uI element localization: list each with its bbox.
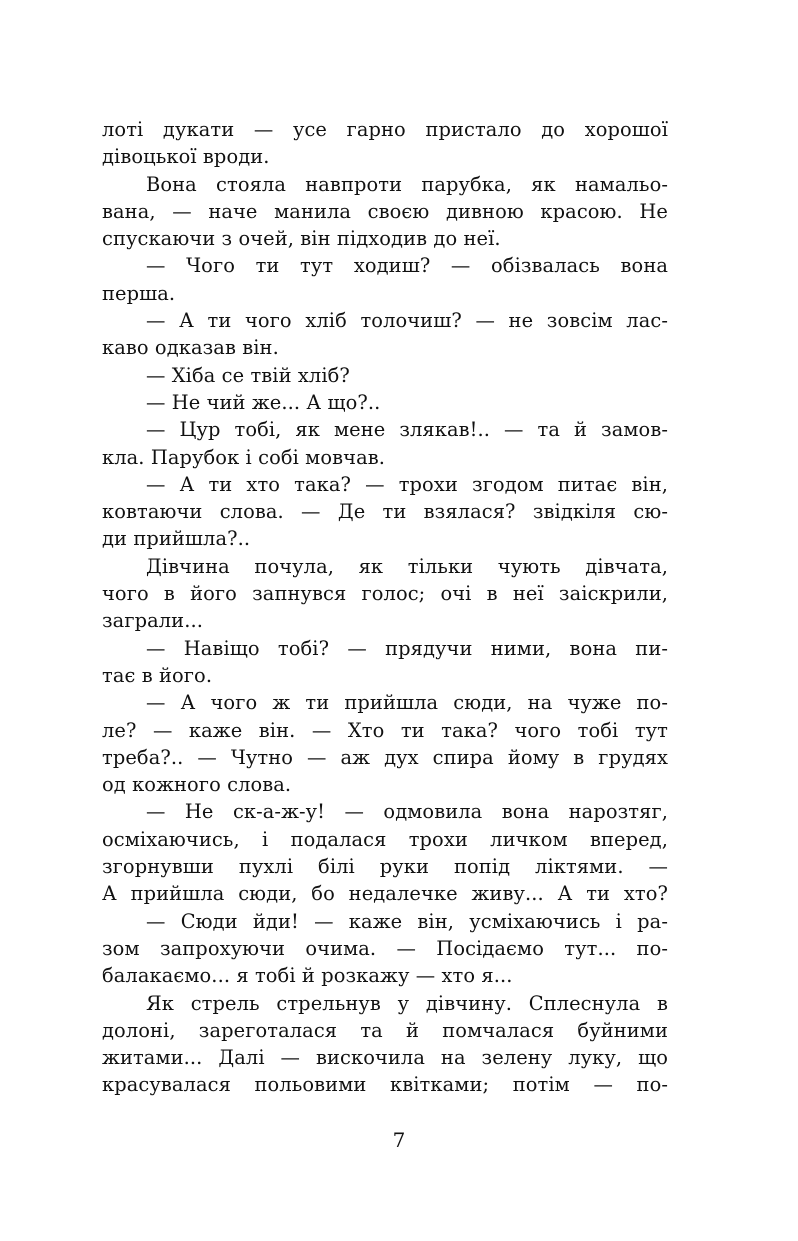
text-line: А прийшла сюди, бо недалечке живу... А ти хто? (102, 882, 668, 906)
text-line: кла. Парубок і собі мовчав. (102, 445, 386, 469)
text-line: ковтаючи слова. — Де ти взялася? звідкіля сю- (102, 500, 668, 524)
text-line: лоті дукати — усе гарно пристало до хорошої (102, 118, 668, 141)
text-line: — Хіба се твій хліб? (146, 363, 350, 387)
text-line: заграли... (102, 609, 204, 633)
text-line: — А чого ж ти прийшла сюди, на чуже по- (146, 691, 668, 715)
text-line: вана, — наче манила своєю дивною красою. Не (102, 199, 668, 223)
text-line: згорнувши пухлі білі руки попід ліктями. — (102, 855, 668, 879)
text-line: Як стрель стрельнув у дівчину. Сплеснула в (146, 991, 668, 1015)
text-line: ле? — каже він. — Хто ти така? чого тобі тут (102, 718, 668, 742)
text-line: — А ти хто така? — трохи згодом питає він, (146, 472, 668, 496)
text-line: чого в його запнувся голос; очі в неї заіскрили, (102, 582, 668, 606)
text-line: Вона стояла навпроти парубка, як намальо- (146, 172, 668, 196)
text-line: балакаємо... я тобі й розкажу — хто я... (102, 964, 513, 988)
text-line: зом запрохуючи очима. — Посідаємо тут... по- (102, 936, 668, 960)
page-number: 7 (392, 1128, 406, 1152)
body-text (102, 116, 668, 1099)
text-line: треба?.. — Чутно — аж дух спира йому в грудях (102, 745, 668, 769)
text-line: тає в його. (102, 663, 213, 687)
text-line: ди прийшла?.. (102, 527, 251, 551)
text-line: — Чого ти тут ходиш? — обізвалась вона (146, 254, 668, 278)
text-line: — Сюди йди! — каже він, усміхаючись і ра- (146, 909, 668, 933)
text-line: житами... Далі — вискочила на зелену луку, що (102, 1046, 668, 1070)
text-line: перша. (102, 281, 176, 305)
text-line: — Цур тобі, як мене злякав!.. — та й замов- (146, 418, 668, 442)
text-line: долоні, зареготалася та й помчалася буйними (102, 1018, 668, 1042)
text-line: — Навіщо тобі? — прядучи ними, вона пи- (146, 636, 668, 660)
text-line: — А ти чого хліб толочиш? — не зовсім лас- (146, 309, 668, 333)
text-line: дівоцької вроди. (102, 145, 270, 169)
text-line: красувалася польовими квітками; потім — по- (102, 1073, 668, 1097)
text-line: — Не ск-а-ж-у! — одмовила вона нарозтяг, (146, 800, 668, 824)
text-line: осміхаючись, і подалася трохи личком вперед, (102, 827, 668, 851)
text-line: спускаючи з очей, він підходив до неї. (102, 227, 501, 251)
text-line: од кожного слова. (102, 773, 292, 797)
text-line: — Не чий же... А що?.. (146, 390, 381, 414)
text-line: каво одказав він. (102, 336, 279, 360)
text-line: Дівчина почула, як тільки чують дівчата, (146, 554, 668, 578)
